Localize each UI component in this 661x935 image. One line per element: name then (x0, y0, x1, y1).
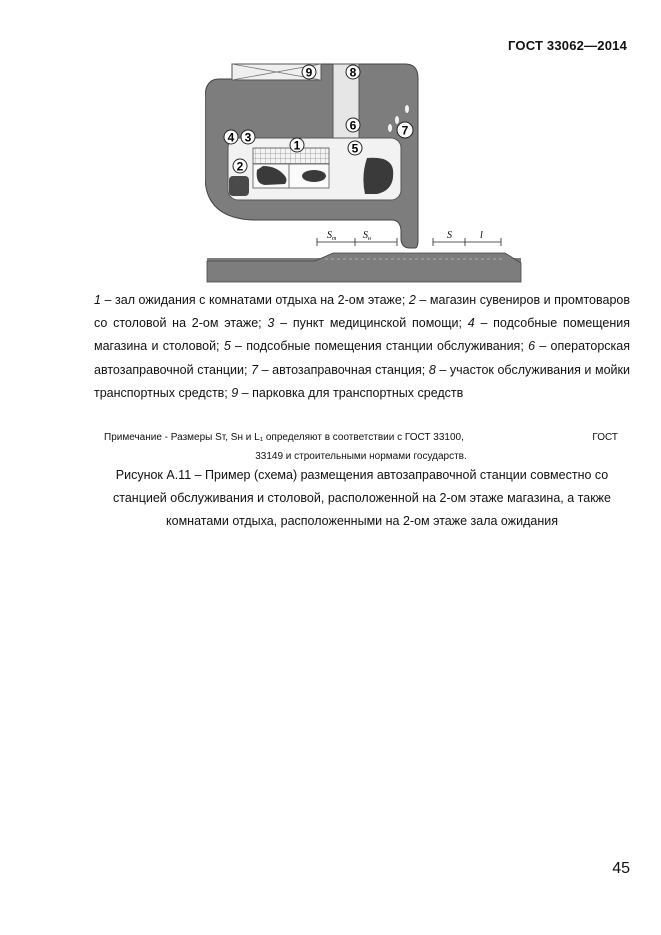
marker-3 (241, 130, 255, 145)
fuel-island (229, 176, 249, 196)
dimension-label: l (480, 230, 483, 241)
page-number: 45 (612, 860, 630, 877)
dimension-label: $S_т$ (327, 230, 337, 242)
figure-caption: Рисунок А.11 – Пример (схема) размещения автозаправочной станции совместно со станцией обслуживания и столовой, расположенной на 2-ом этаже магазина, а также комнатами отдыха, расположенными на 2-ом этаже зала ожидания (113, 468, 611, 528)
dimension-label: S (447, 230, 452, 241)
svg-text:2: 2 (236, 159, 244, 174)
scheme-drawing (205, 58, 523, 284)
svg-text:6: 6 (349, 118, 357, 133)
svg-text:4: 4 (227, 130, 235, 145)
legend-item-6: 6 – операторская автозаправочной станции; (94, 339, 631, 377)
marker-6 (346, 118, 360, 133)
marker-1 (290, 138, 304, 153)
dimension-label: $S_н$ (363, 230, 371, 242)
svg-text:5: 5 (351, 141, 359, 156)
marker-8 (346, 65, 360, 80)
document-standard-header: ГОСТ 33062—2014 (508, 38, 627, 53)
figure-note (104, 428, 618, 466)
svg-text:9: 9 (305, 65, 313, 80)
note-text: - Размеры Sт, Sн и L₁ определяют в соответствии с ГОСТ 33100, (161, 432, 464, 443)
marker-5 (348, 141, 362, 156)
fuel-island (302, 170, 326, 182)
legend-item-7: 7 – автозаправочная станция; (251, 362, 429, 377)
site-layout-scheme (205, 58, 523, 284)
note-tail: ГОСТ (592, 432, 618, 443)
svg-text:8: 8 (349, 65, 357, 80)
legend-item-4: 4 – подсобные помещения магазина и столовой; (94, 316, 631, 354)
legend-item-2: 2 – магазин сувениров и промтоваров со столовой на 2-ом этаже; (94, 293, 630, 331)
legend-item-5: 5 – подсобные помещения станции обслуживания; (223, 339, 529, 354)
svg-text:3: 3 (244, 130, 252, 145)
svg-text:1: 1 (293, 138, 301, 153)
legend-item-1: 1 – зал ожидания с комнатами отдыха на 2-ом этаже; (94, 293, 409, 307)
marker-9 (302, 65, 316, 80)
figure-legend (94, 289, 630, 405)
waiting-hall (253, 148, 329, 164)
marker-2 (233, 159, 247, 174)
note-label: Примечание (104, 432, 162, 443)
marker-4 (224, 130, 238, 145)
legend-item-8: 8 – участок обслуживания и мойки транспортных средств; (94, 362, 630, 400)
legend-item-9: 9 – парковка для транспортных средств (231, 385, 464, 400)
note-line2: 33149 и строительными нормами государств. (255, 451, 467, 462)
svg-text:7: 7 (401, 123, 409, 138)
marker-7 (397, 122, 413, 138)
legend-item-3: 3 – пункт медицинской помощи; (267, 316, 468, 331)
